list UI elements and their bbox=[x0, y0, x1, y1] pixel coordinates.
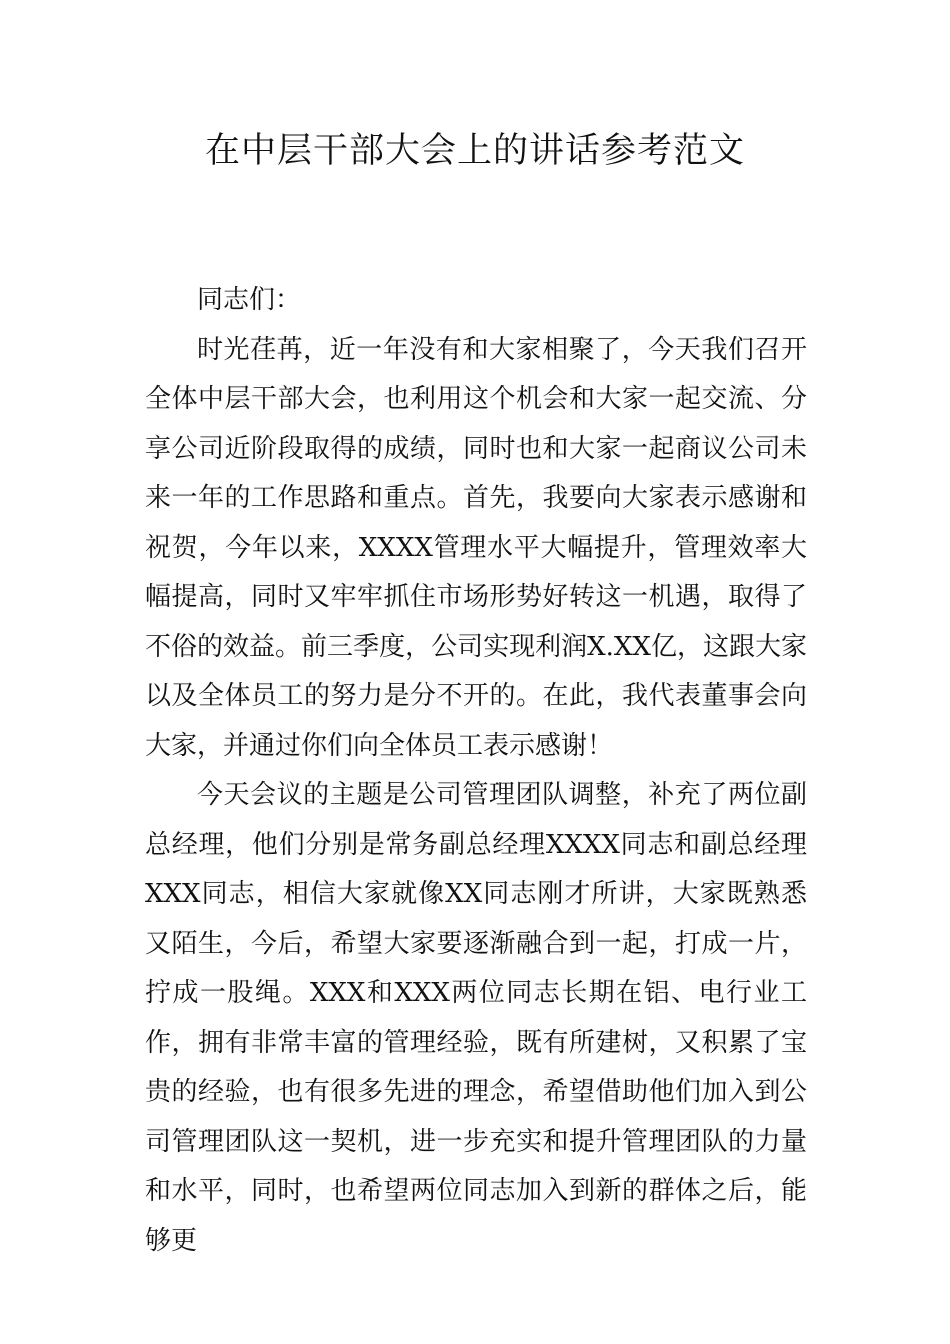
document-body bbox=[145, 276, 807, 1266]
document-title: 在中层干部大会上的讲话参考范文 bbox=[204, 131, 745, 171]
paragraph-1: 时光荏苒，近一年没有和大家相聚了，今天我们召开全体中层干部大会，也利用这个机会和大家一起交流、分享公司近阶段取得的成绩，同时也和大家一起商议公司未来一年的工作思路和重点。首先，我要向大家表示感谢和祝贺，今年以来，XXXX管理水平大幅提升，管理效率大幅提高，同时又牢牢抓住市场形势好转这一机遇，取得了不俗的效益。前三季度，公司实现利润X.XX亿，这跟大家以及全体员工的努力是分不开的。在此，我代表董事会向大家，并通过你们向全体员工表示感谢！ bbox=[145, 334, 807, 761]
paragraph-2: 今天会议的主题是公司管理团队调整，补充了两位副总经理，他们分别是常务副总经理XXXX同志和副总经理XXX同志，相信大家就像XX同志刚才所讲，大家既熟悉又陌生，今后，希望大家要逐渐融合到一起，打成一片，拧成一股绳。XXX和XXX两位同志长期在铝、电行业工作，拥有非常丰富的管理经验，既有所建树，又积累了宝贵的经验，也有很多先进的理念，希望借助他们加入到公司管理团队这一契机，进一步充实和提升管理团队的力量和水平，同时，也希望两位同志加入到新的群体之后，能够更 bbox=[145, 780, 807, 1256]
salutation: 同志们： bbox=[197, 285, 302, 315]
